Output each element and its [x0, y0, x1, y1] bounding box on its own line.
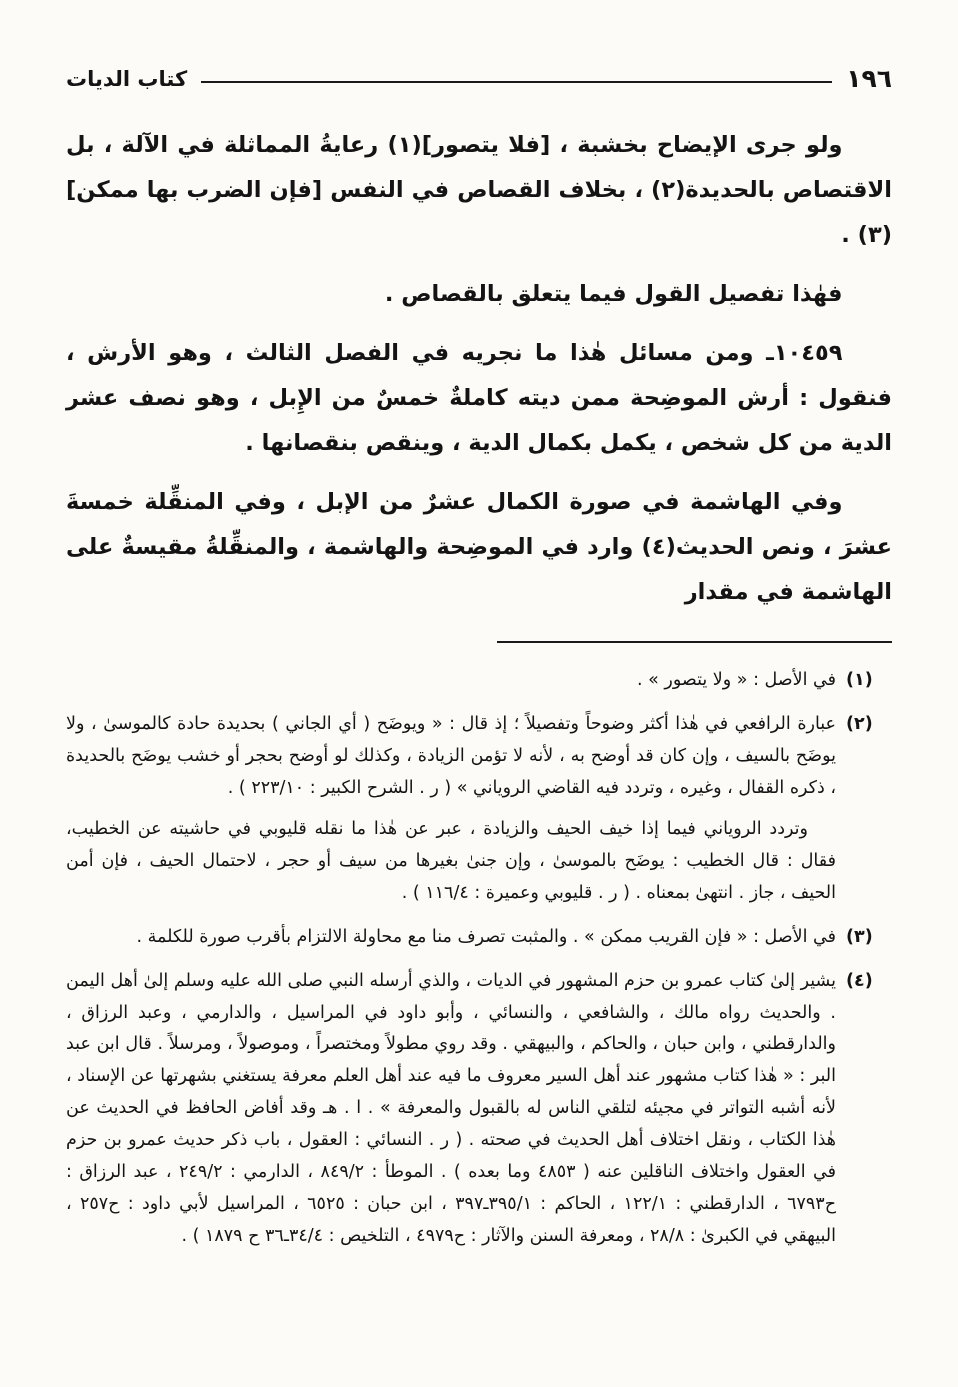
footnote-item	[66, 665, 892, 697]
body-paragraph: ولو جرى الإيضاح بخشبة ، [فلا يتصور](١) رعايةُ المماثلة في الآلة ، بل الاقتصاص بالحديدة(٢) ، بخلاف القصاص في النفس [فإن الضرب بها ممكن](٣) .	[66, 132, 892, 248]
footnote-separator	[497, 641, 892, 643]
page-number: ١٩٦	[846, 64, 892, 93]
footnote-marker: (١)	[846, 670, 873, 690]
body-paragraph: وفي الهاشمة في صورة الكمال عشرٌ من الإبل ، وفي المنقِّلة خمسةَ عشرَ ، ونص الحديث(٤) وارد في الموضِحة والهاشمة ، والمنقِّلةُ مقيسةٌ على الهاشمة في مقدار	[66, 489, 892, 605]
body-paragraph: فهٰذا تفصيل القول فيما يتعلق بالقصاص .	[384, 281, 843, 307]
footnote-text	[66, 966, 836, 1253]
header-rule	[201, 81, 832, 83]
footnote-marker: (٤)	[846, 970, 873, 991]
footnote-text	[66, 922, 836, 954]
footnotes	[66, 665, 892, 1252]
footnote-item	[66, 966, 892, 1253]
footnote-text	[66, 709, 836, 910]
body-paragraph: ١٠٤٥٩ـ ومن مسائل هٰذا ما نجريه في الفصل الثالث ، وهو الأرش ، فنقول : أرش الموضِحة ممن ديته كاملةٌ خمسٌ من الإِبل ، وهو نصف عشر الدية من كل شخص ، يكمل بكمال الدية ، وينقص بنقصانها .	[66, 340, 892, 456]
page-header	[66, 64, 892, 93]
footnote-item	[66, 709, 892, 910]
footnote-paragraph: وتردد الروياني فيما إذا خيف الحيف والزيادة ، عبر عن هٰذا ما نقله قليوبي في حاشيته عن الخطيب، فقال : قال الخطيب : يوضَح بالموسىٰ ، وإن جنىٰ بغيرها من سيف أو حجر ، لاحتمال الحيف ، فإن أمن الحيف ، جاز . انتهىٰ بمعناه . ( ر . قليوبي وعميرة : ١١٦/٤ ) .	[66, 819, 836, 904]
body-text	[66, 123, 892, 615]
page-title: كتاب الديات	[66, 66, 188, 91]
footnote-item	[66, 922, 892, 954]
footnote-marker: (٣)	[846, 926, 873, 947]
footnote-paragraph: في الأصل : « فإن القريب ممكن » . والمثبت تصرف منا مع محاولة الالتزام بأقرب صورة للكلمة .	[136, 926, 836, 947]
footnote-text	[66, 665, 836, 697]
footnote-marker: (٢)	[846, 713, 873, 734]
footnote-paragraph: عبارة الرافعي في هٰذا أكثر وضوحاً وتفصيلاً ؛ إذ قال : « ويوضَح ( أي الجاني ) بحديدة حادة كالموسىٰ ، ولا يوضَح بالسيف ، وإن كان قد أوضح به ، لأنه لا تؤمن الزيادة ، وكذلك لو أوضح بحجر أو خشب يوضَح بالحديدة ، ذكره القفال ، وغيره ، وتردد فيه القاضي الروياني » ( ر . الشرح الكبير : ٢٢٣/١٠ ) .	[66, 713, 836, 798]
footnote-paragraph: يشير إلىٰ كتاب عمرو بن حزم المشهور في الديات ، والذي أرسله النبي صلى الله عليه وسلم إلىٰ أهل اليمن . والحديث رواه مالك ، والشافعي ، والنسائي ، وأبو داود في المراسيل ، والدارمي ، وعبد الرزاق ، والدارقطني ، وابن حبان ، والحاكم ، والبيهقي . وقد روي مطولاً ومختصراً ، وموصولاً ، ومرسلاً . قال ابن عبد البر : « هٰذا كتاب مشهور عند أهل السير معروف ما فيه عند أهل العلم معرفة يستغني بشهرتها عن الإسناد ، لأنه أشبه التواتر في مجيئه لتلقي الناس له بالقبول والمعرفة » . ا . هـ وقد أفاض الحافظ في الحديث عن هٰذا الكتاب ، ونقل اختلاف أهل الحديث في صحته . ( ر . النسائي : العقول ، باب ذكر حديث عمرو بن حزم في العقول واختلاف الناقلين عنه ( ٤٨٥٣ وما بعده ) . الموطأ : ٨٤٩/٢ ، الدارمي : ٢٤٩/٢ ، عبد الرزاق : ح٦٧٩٣ ، الدارقطني : ١٢٢/١ ، الحاكم : ٣٩٥/١ـ٣٩٧ ، ابن حبان : ٦٥٢٥ ، المراسيل لأبي داود : ح٢٥٧ ، البيهقي في الكبرىٰ : ٢٨/٨ ، ومعرفة السنن والآثار : ح٤٩٧٩ ، التلخيص : ٣٤/٤ـ٣٦ ح ١٨٧٩ ) .	[66, 970, 836, 1246]
footnote-paragraph: في الأصل : « ولا يتصور » .	[637, 670, 836, 690]
